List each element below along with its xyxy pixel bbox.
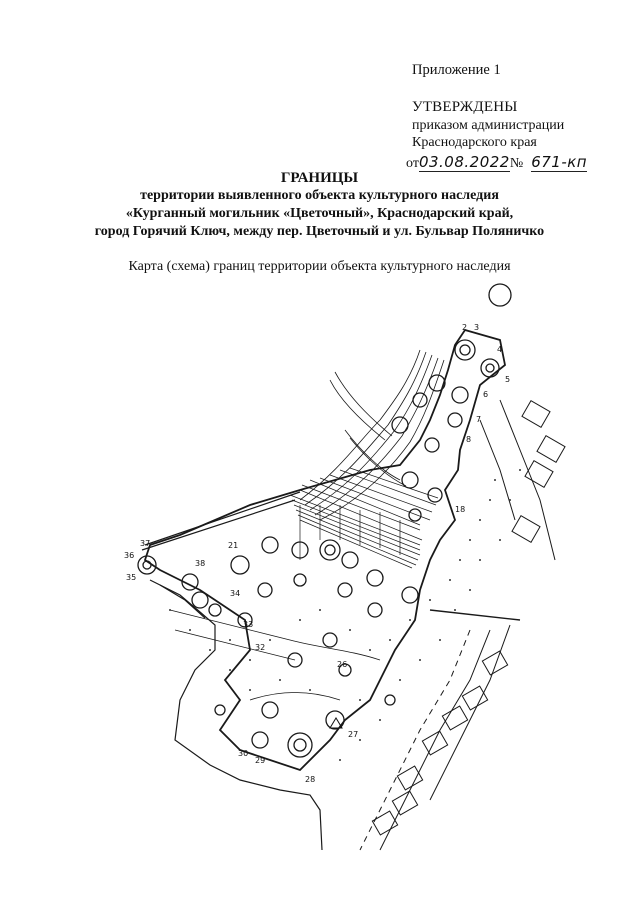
point-label-26: 26	[337, 660, 348, 669]
number-prefix: №	[509, 156, 524, 171]
point-label-7: 7	[476, 415, 482, 424]
point-label-33: 33	[243, 620, 254, 629]
point-label-8: 8	[466, 435, 472, 444]
handwritten-number: 671-кп	[531, 153, 588, 171]
map-caption: Карта (схема) границ территории объекта культурного наследия	[128, 259, 511, 274]
approved-heading: УТВЕРЖДЕНЫ	[412, 99, 518, 115]
approved-by-line2: Краснодарского края	[412, 135, 537, 150]
point-label-28: 28	[305, 775, 316, 784]
dense-slope-hatching	[290, 468, 438, 568]
survey-points	[169, 469, 521, 761]
point-label-2: 2	[462, 323, 468, 332]
point-label-27: 27	[348, 730, 359, 739]
point-label-36: 36	[124, 551, 135, 560]
handwritten-date: 03.08.2022	[418, 153, 510, 171]
title-line-2: «Курганный могильник «Цветочный», Краснодарский край,	[125, 206, 514, 221]
point-label-38: 38	[195, 559, 206, 568]
point-label-3: 3	[474, 323, 480, 332]
point-label-34: 34	[230, 589, 241, 598]
title-line-3: город Горячий Ключ, между пер. Цветочный и ул. Бульвар Поляничко	[94, 224, 545, 239]
contour-lines	[170, 350, 444, 700]
point-label-21: 21	[228, 541, 239, 550]
title-line-1: территории выявленного объекта культурного наследия	[140, 188, 499, 203]
point-label-32: 32	[255, 643, 266, 652]
point-label-35: 35	[126, 573, 137, 582]
point-label-30: 30	[238, 749, 249, 758]
date-prefix: от	[406, 156, 419, 171]
buildings	[372, 401, 565, 835]
point-label-29: 29	[255, 756, 266, 765]
appendix-label: Приложение 1	[412, 62, 501, 78]
point-label-37: 37	[140, 539, 151, 548]
point-label-5: 5	[505, 375, 511, 384]
point-label-6: 6	[483, 390, 489, 399]
point-label-4: 4	[497, 345, 503, 354]
point-label-18: 18	[455, 505, 466, 514]
document-title: ГРАНИЦЫ	[280, 170, 359, 186]
boundary-map	[0, 270, 639, 890]
approved-by-line1: приказом администрации	[412, 118, 565, 133]
